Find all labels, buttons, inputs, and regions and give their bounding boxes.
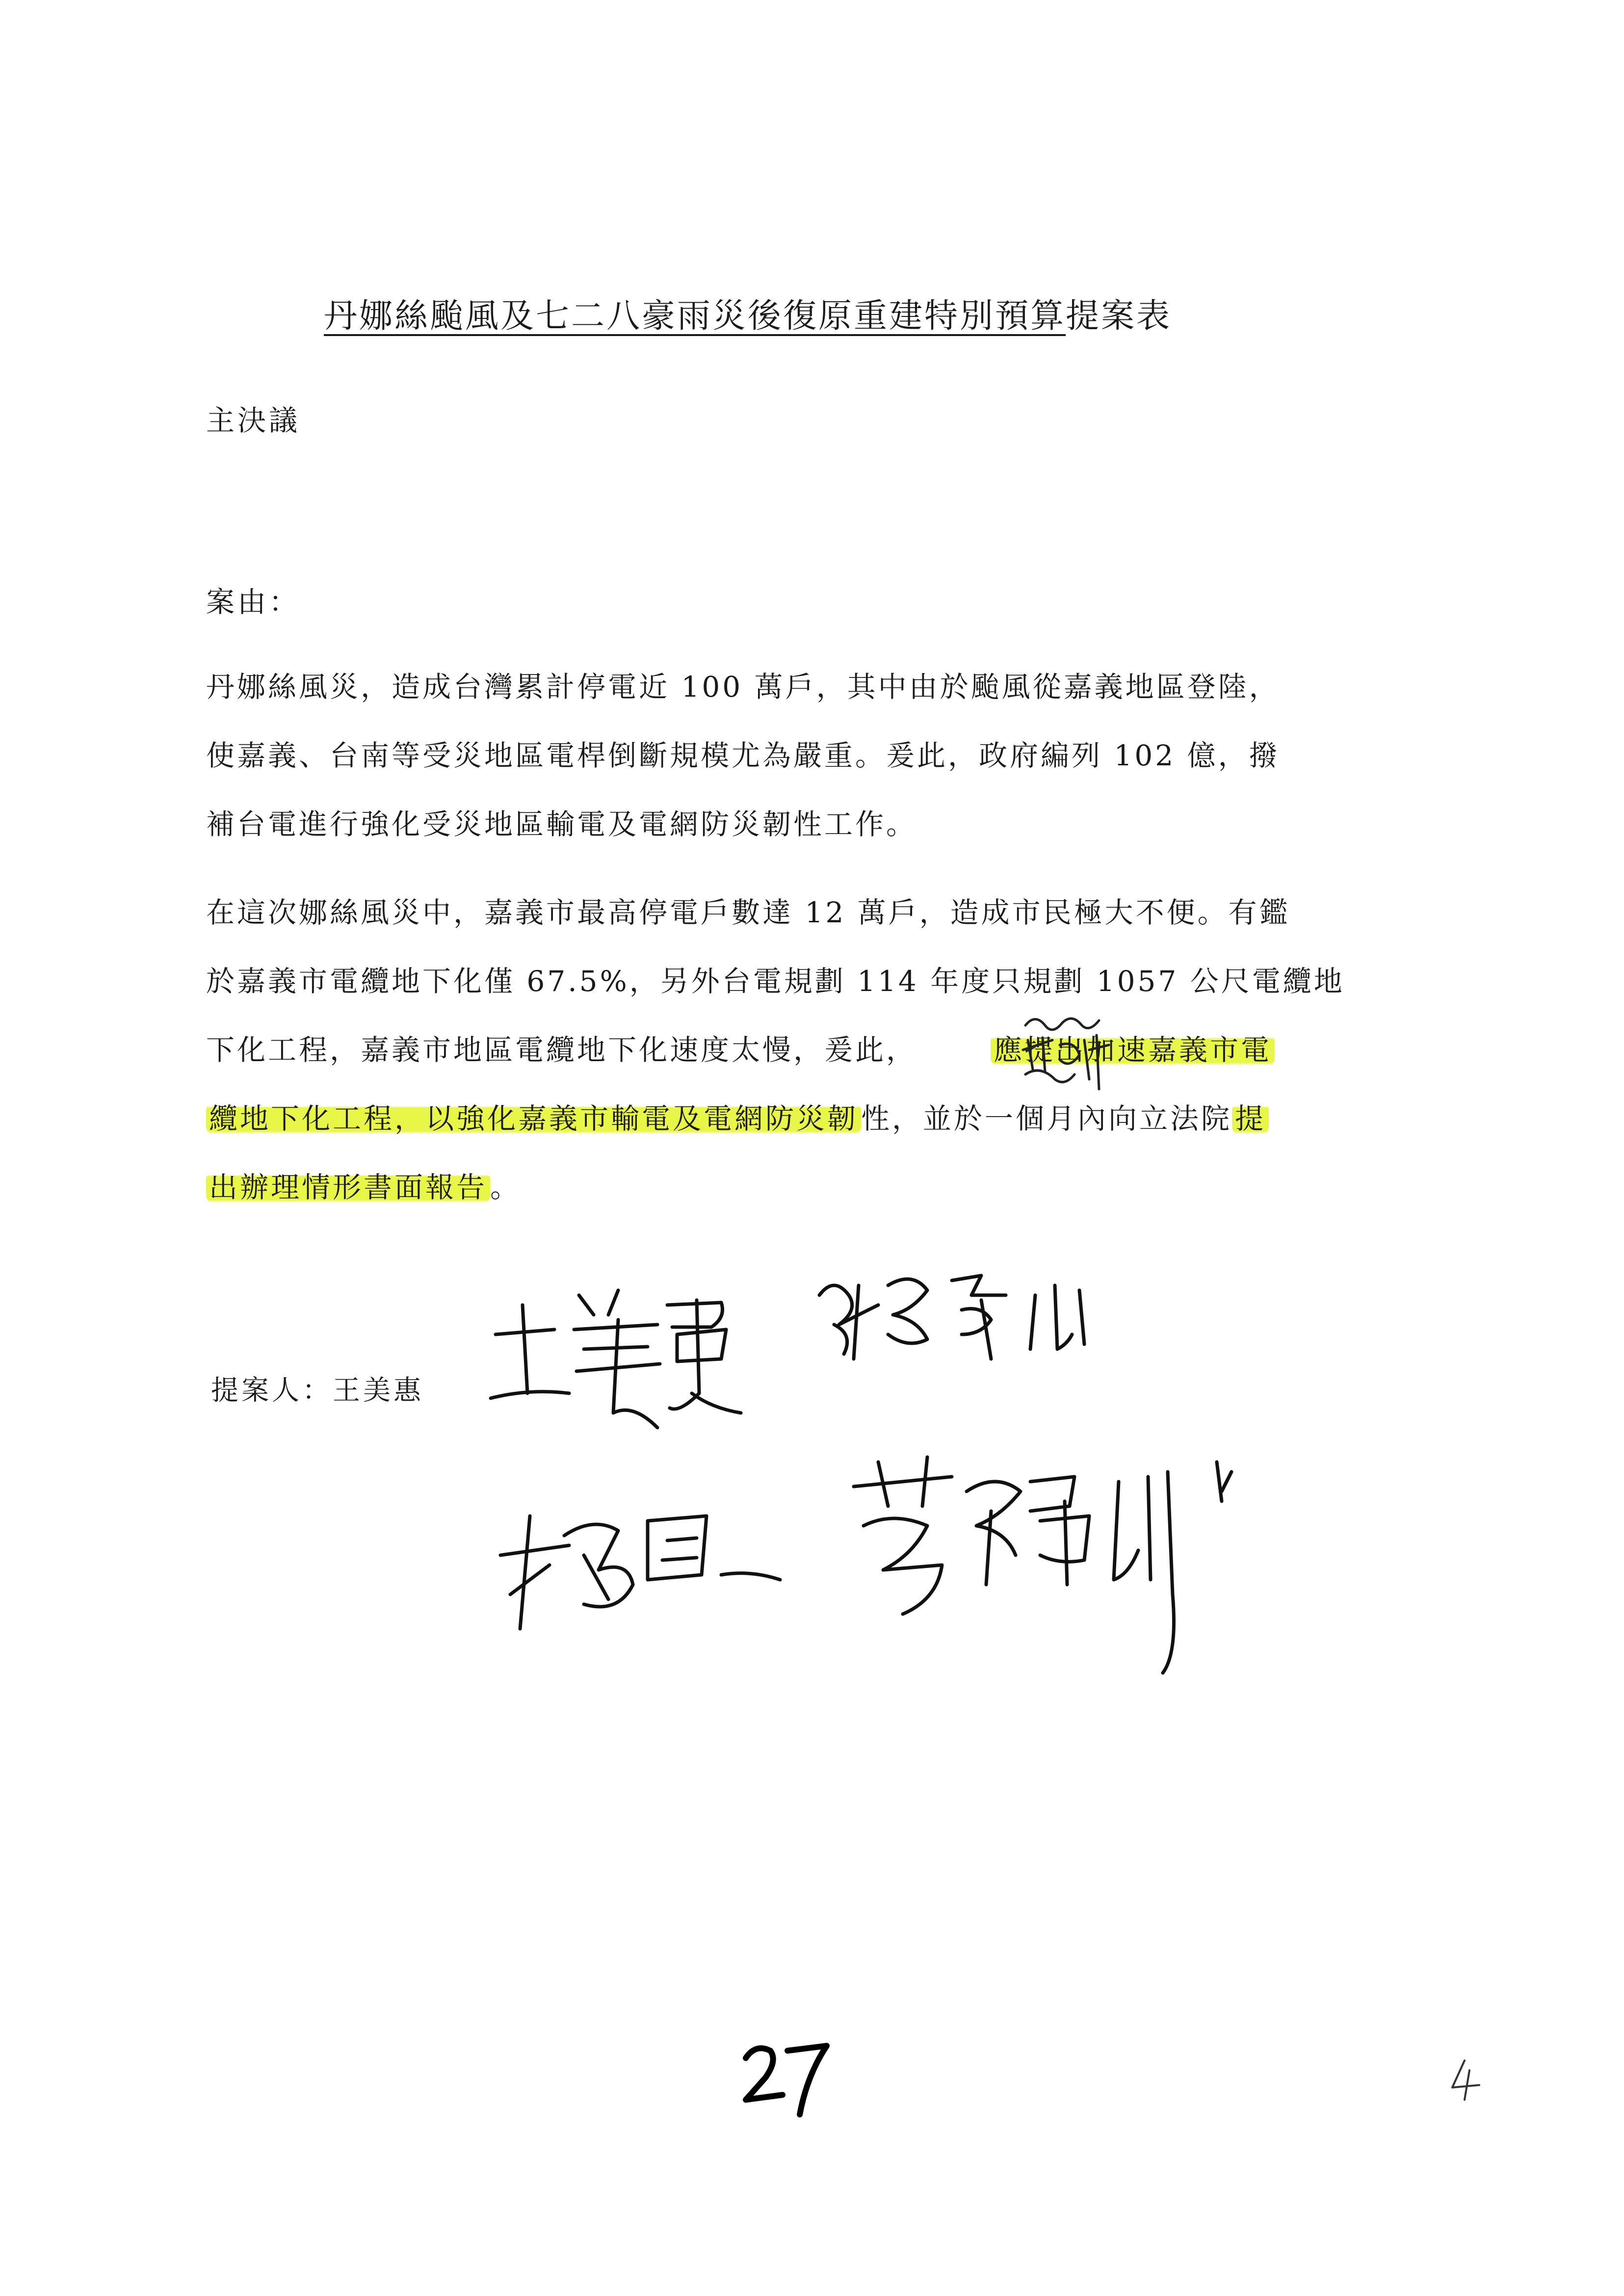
- signature-2: [805, 1256, 1148, 1383]
- paragraph-2-line: [206, 1016, 1462, 1084]
- highlighted-text: 出辦理情形書面報告: [206, 1171, 490, 1204]
- document-title: [324, 289, 1172, 337]
- paragraph-2-line: 在這次娜絲風災中，嘉義市最高停電戶數達 12 萬戶，造成市民極大不便。有鑑: [206, 896, 1290, 929]
- handwritten-page-number: [741, 2036, 834, 2119]
- paragraph-1: [206, 652, 1462, 859]
- title-rest: 提案表: [1066, 297, 1172, 336]
- line5-plain: 。: [490, 1171, 522, 1204]
- highlighted-text: 纜地下化工程，以強化嘉義市輸電及電網防災韌: [206, 1102, 861, 1135]
- line4-plain: 性，並於一個月內向立法院: [861, 1102, 1232, 1135]
- reason-label: 案由：: [206, 585, 301, 619]
- signature-3: [491, 1482, 834, 1644]
- signature-4: [844, 1442, 1276, 1697]
- paragraph-2-line: [206, 1153, 1462, 1222]
- proposer-label: 提案人：王美惠: [211, 1375, 424, 1407]
- main-resolution-label: 主決議: [206, 404, 301, 437]
- highlighted-text: 提: [1232, 1102, 1269, 1135]
- paragraph-1-line: 丹娜絲風災，造成台灣累計停電近 100 萬戶，其中由於颱風從嘉義地區登陸，: [206, 670, 1280, 704]
- highlighted-text: 應提出加速嘉義市電: [991, 1033, 1275, 1067]
- paragraph-1-line: 補台電進行強化受災地區輸電及電網防災韌性工作。: [206, 808, 917, 841]
- signature-1: [481, 1276, 756, 1437]
- paragraph-1-line: 使嘉義、台南等受災地區電桿倒斷規模尤為嚴重。爰此，政府編列 102 億，撥: [206, 739, 1280, 772]
- handwritten-corner-number: [1447, 2056, 1487, 2105]
- paragraph-2-line: [206, 1084, 1462, 1153]
- paragraph-2-line: 於嘉義市電纜地下化僅 67.5%，另外台電規劃 114 年度只規劃 1057 公尺電纜地: [206, 965, 1345, 998]
- title-underlined: 丹娜絲颱風及七二八豪雨災後復原重建特別預算: [324, 297, 1066, 336]
- paragraph-2: [206, 878, 1462, 1222]
- line3-plain: 下化工程，嘉義市地區電纜地下化速度太慢，爰此，: [206, 1033, 917, 1067]
- handwritten-correction: [1016, 1006, 1124, 1104]
